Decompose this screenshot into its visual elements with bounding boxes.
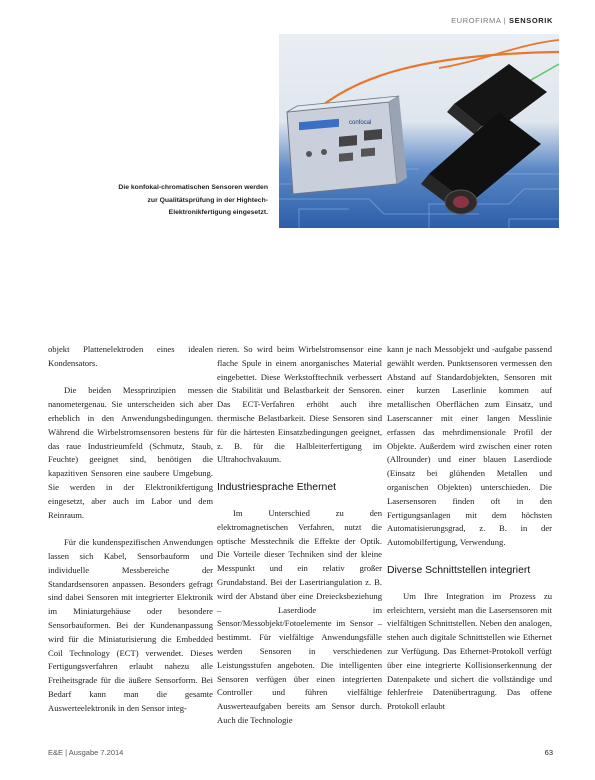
publication-name: EUROFIRMA (451, 16, 502, 25)
paragraph: Im Unterschied zu den elektromagnetischen Verfahren, nutzt die optische Messtechnik die Effekte der Optik. Die Vorteile dieser Techniken sind der kleine Messpunkt und ein relativ großer Grundabstand. Bei der Lasertriangulation z. B. wird der Abstand über eine Dreiecksbeziehung – Laserdiode im Sensor/Messobjekt/Fotoelemente im Sensor – bestimmt. Für vielfältige Anwendungsfälle werden Sensoren in verschiedenen Leistungsstufen angeboten. Die intelligenten Sensoren verfügen über einen integrierten Controller und führen vielfältige Auswerteaufgaben bereits am Sensor durch. Auch die Technologie (217, 507, 382, 725)
text-column-2 (217, 343, 382, 742)
paragraph: Für die kundenspezifischen Anwendungen lassen sich Kabel, Sensorbauform und individuelle Messbereiche der Standardsensoren anpassen. Besonders gefragt sind dabei Sensoren mit integrierter Elektronik im Miniaturgehäuse oder besondere Sensorbauformen. Bei der Kundenanpassung wird für die Miniaturisierung die Embedded Coil Technology (ECT) verwendet. Dieses Fertigungsverfahren erlaubt nahezu alle Freiheitsgrade für die äußere Sensorform. Bei Bedarf kann man die gesamte Auswerteelektronik in den Sensor integ- (48, 537, 213, 713)
paragraph: Um Ihre Integration im Prozess zu erleichtern, versieht man die Lasersensoren mit vielfältigen Schnittstellen. Neben den analogen, stehen auch digitale Schnittstellen wie Ethernet zur Verfügung. Das Ethernet-Protokoll verfügt über eine integrierte Kollisionserkennung der Datenpakete und sichert die vollständige und fehlerfreie Datenübertragung. Das offene Protokoll erlaubt (387, 590, 552, 712)
paragraph: rieren. So wird beim Wirbelstromsensor eine flache Spule in einem anorganisches Material eingebettet. Diese Werkstofftechnik verbessert die Stabilität und Belastbarkeit der Sensoren. Das ECT-Verfahren erhöht auch ihre thermische Belastbarkeit. Diese Sensoren sind für die härtesten Einsatzbedingungen geeignet, z. B. für die Halbleiterfertigung im Ultrahochvakuum. (217, 344, 382, 465)
section-heading: Diverse Schnittstellen integriert (387, 564, 531, 576)
running-header (451, 16, 553, 25)
figure-caption: Die konfokal-chromatischen Sensoren werden zur Qualitätsprüfung in der Hightech-Elektronikfertigung eingesetzt. (118, 184, 268, 216)
page-number: 63 (544, 748, 553, 757)
controller-unit (287, 96, 407, 194)
section-name: SENSORIK (509, 16, 553, 25)
product-photo (279, 34, 559, 228)
paragraph: Die beiden Messprinzipien messen nanometergenau. Sie unterscheiden sich aber erheblich in den Anwendungsbedingungen. Während die Wirbelstromsensoren bestens für das raue Industrieumfeld (Schmutz, Staub, Feuchte) geeignet sind, benötigen die kapazitiven Sensoren eine saubere Umgebung. Sie werden in der Elektronikfertigung eingesetzt, aber auch im Labor und dem Reinraum. (48, 385, 213, 520)
orange-cable-2 (439, 40, 559, 68)
paragraph: kann je nach Messobjekt und -aufgabe passend gewählt werden. Punktsensoren vermessen den Abstand auf Standardobjekten, Sensoren mit einer kurzen Laserlinie kommen auf metallischen Oberflächen zum Einsatz, und Laserscanner mit einer langen Messlinie erfassen das mehrdimensionale Profil der Objekte. Außerdem wird zwischen einer roten (Allrounder) und einer blauen Laserdiode (Einsatz bei glühenden Metallen und organischen Objekten) unterschieden. Die Lasersensoren finden oft in den Fertigungsanlagen mit dem höchsten Automatisierungsgrad, z. B. in der Automobilfertigung, Verwendung. (387, 344, 552, 548)
issue-info: E&E | Ausgabe 7.2014 (48, 748, 124, 757)
text-column-1 (48, 343, 213, 729)
sensor-illustration (279, 34, 559, 228)
text-column-3 (387, 343, 552, 728)
device-label: confocal (349, 120, 372, 126)
header-separator: | (503, 16, 507, 25)
section-heading: Industriesprache Ethernet (217, 481, 336, 493)
paragraph: objekt Plattenelektroden eines idealen Kondensators. (48, 344, 213, 368)
